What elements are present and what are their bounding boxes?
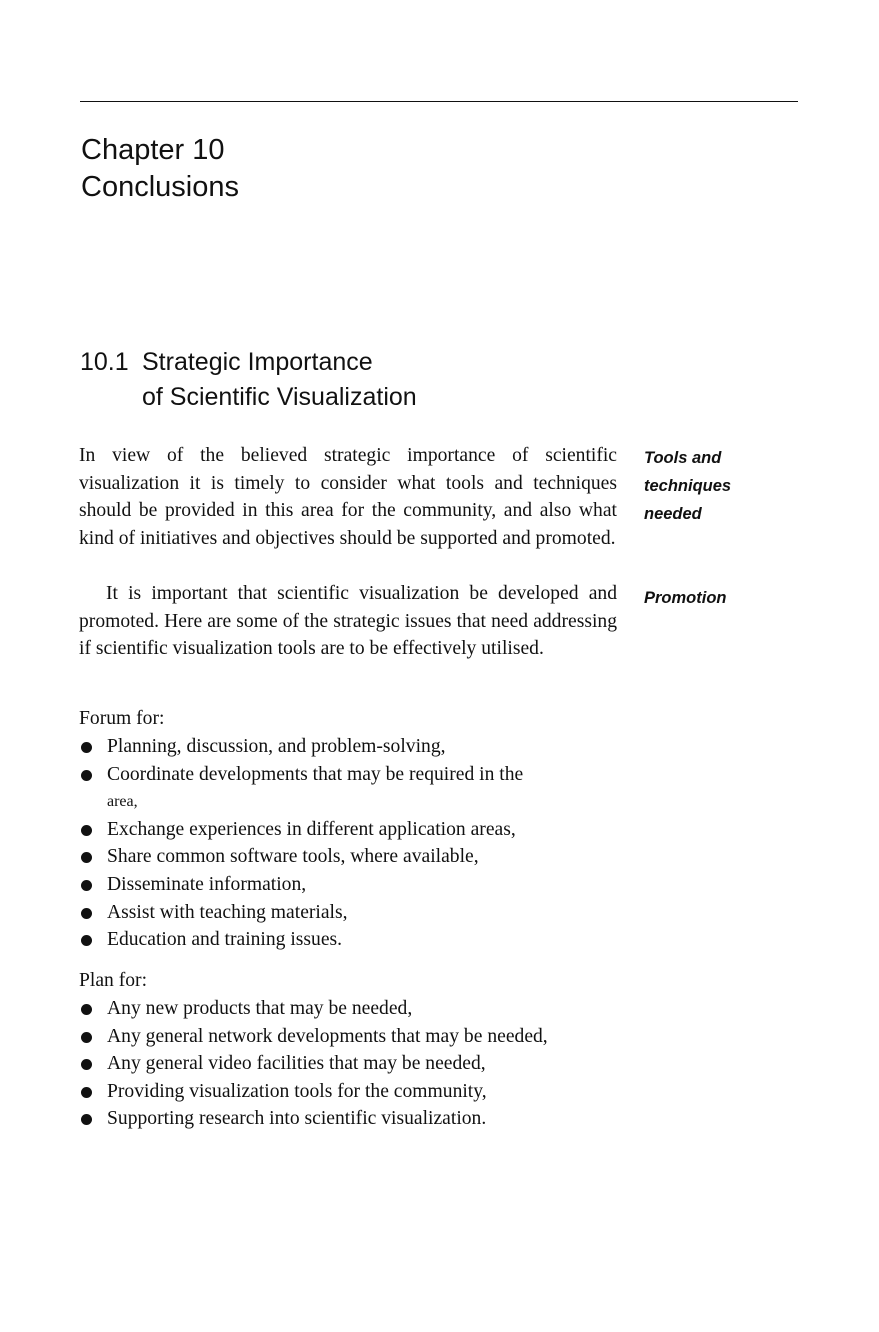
- bullet-icon: [81, 825, 92, 836]
- list-item: Planning, discussion, and problem-solving,: [79, 733, 619, 761]
- forum-list: [79, 733, 619, 954]
- margin-note-tools-line2: techniques: [644, 477, 732, 495]
- plan-list: [79, 995, 619, 1133]
- paragraph-1-block: [79, 442, 617, 552]
- margin-note-tools: [644, 444, 731, 528]
- section-title-line1: Strategic Importance: [142, 348, 373, 376]
- list-item: Any general video facilities that may be needed,: [79, 1050, 619, 1078]
- list-item: Share common software tools, where available,: [79, 843, 619, 871]
- bullet-icon: [81, 880, 92, 891]
- margin-note-promotion: Promotion: [644, 589, 727, 607]
- chapter-number: Chapter 10: [81, 134, 225, 166]
- forum-heading: Forum for:: [79, 708, 165, 729]
- header-rule: [80, 101, 798, 102]
- plan-heading: Plan for:: [79, 970, 148, 991]
- bullet-icon: [81, 935, 92, 946]
- bullet-icon: [81, 1114, 92, 1125]
- list-item: Supporting research into scientific visualization.: [79, 1105, 619, 1133]
- list-item: Assist with teaching materials,: [79, 899, 619, 927]
- chapter-title: Conclusions: [81, 171, 239, 203]
- list-item: Education and training issues.: [79, 926, 619, 954]
- bullet-icon: [81, 908, 92, 919]
- paragraph-2: It is important that scientific visualization be developed and promoted. Here are some of the strategic issues that need addressing if scientific visualization tools are to be effectively utilised.: [79, 583, 617, 660]
- bullet-icon: [81, 1059, 92, 1070]
- list-item: Any general network developments that may be needed,: [79, 1023, 619, 1051]
- margin-note-tools-line1: Tools and: [644, 449, 722, 467]
- list-item: Disseminate information,: [79, 871, 619, 899]
- list-item: Providing visualization tools for the community,: [79, 1078, 619, 1106]
- bullet-icon: [81, 1004, 92, 1015]
- paragraph-2-block: [79, 580, 617, 663]
- bullet-icon: [81, 770, 92, 781]
- paragraph-1: In view of the believed strategic importance of scientific visualization it is timely to consider what tools and techniques should be provided in this area for the community, and also what kind of initiatives and objectives should be supported and promoted.: [79, 445, 617, 549]
- section-title-line2: of Scientific Visualization: [142, 383, 417, 411]
- bullet-icon: [81, 1087, 92, 1098]
- margin-note-tools-line3: needed: [644, 505, 702, 523]
- section-number: 10.1: [80, 348, 129, 376]
- list-item: Coordinate developments that may be required in the area,: [79, 761, 619, 816]
- bullet-icon: [81, 742, 92, 753]
- bullet-icon: [81, 852, 92, 863]
- bullet-icon: [81, 1032, 92, 1043]
- list-item: Exchange experiences in different application areas,: [79, 816, 619, 844]
- list-item: Any new products that may be needed,: [79, 995, 619, 1023]
